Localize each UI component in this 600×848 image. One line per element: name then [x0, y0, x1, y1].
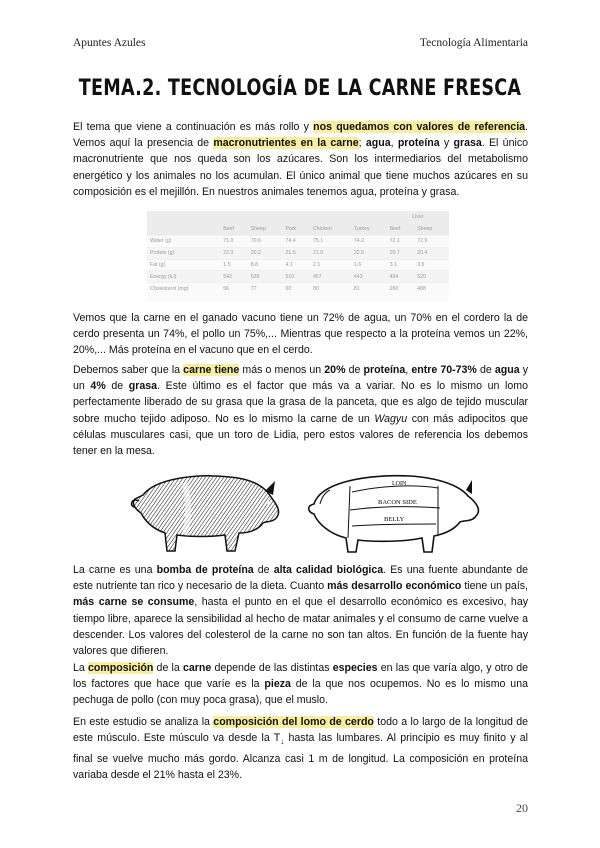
table-header-row: Beef Sheep Pork Chicken Turkey Beef Sheep — [147, 223, 449, 236]
table-row: Water (g) 71.0 70.6 74.4 75.1 74.2 72.1 72.9 — [147, 236, 449, 248]
cut-label-belly: BELLY — [384, 516, 405, 523]
pig-illustration — [125, 461, 285, 556]
paragraph-pork-loin-study: En este estudio se analiza la composición del lomo de cerdo todo a lo largo de la longitud de este músculo. Este músculo va desde la $T_↓$ hasta las lumbares. Al principio es muy finito y al final se vuelve mucho más gordo. Alcanza casi 1 m de longitud. La composición en proteína variaba desde el 21% hasta el 23%. — [73, 716, 528, 781]
paragraph-water-protein: Vemos que la carne en el ganado vacuno tiene un 72% de agua, un 70% en el cordero la de cerdo presenta un 74%, el pollo un 75%,... Mientras que respecto a la proteína vemos un 22%, 20%,... Más proteína en el vacuno que en el cerdo. — [73, 312, 528, 357]
pig-cuts-diagram — [300, 464, 485, 556]
composition-table-image — [147, 211, 449, 302]
paragraph-intro: El tema que viene a continuación es más rollo y nos quedamos con valores de referencia. Vemos aquí la presencia de macronutrientes en la carne; agua, proteína y grasa. El único macronutriente que nos queda son los azúcares. Son los intermediarios del metabolismo energético y los animales no los acumulan. El único animal que tiene muchos azúcares en su composición es el mejillón. En nuestros animales tenemos agua, proteína y grasa. — [73, 121, 529, 198]
table-row: Cholesterol (mg) 56 77 60 80 81 260 488 — [147, 283, 449, 294]
cut-label-loin: LOIN — [392, 481, 407, 487]
table-row: Fat (g) 1.5 8.8 4.1 2.1 1.6 3.1 3.9 — [147, 259, 449, 271]
paragraph-protein-bomb: La carne es una bomba de proteína de alta calidad biológica. Es una fuente abundante de este nutriente tan rico y necesario de la dieta. Cuanto más desarrollo económico tiene un país, más carne se consume, hasta el punto en el que el desarrollo económico es excesivo, hay tiempo libre, aparece la sensibilidad al hecho de matar animales y el consumo de carne vuelve a descender. Los valores del colesterol de la carne no son tan altos. En función de la fuente hay valores que difieren. — [73, 564, 529, 658]
header-left: Apuntes Azules — [73, 37, 146, 49]
table-row: Protein (g) 22.3 20.2 21.5 21.0 22.5 20.7 20.4 — [147, 247, 449, 259]
page-number: 20 — [516, 801, 528, 815]
table-group-header: Liver — [387, 211, 449, 223]
paragraph-composition: La composición de la carne depende de las distintas especies en las que varía algo, y otro de los factores que hace que varíe es la pieza de la que nos ocupemos. No es lo mismo una pechuga de pollo (con muy poca grasa), que el muslo. — [73, 662, 529, 707]
table-row: Energy (kJ) 542 639 510 457 443 494 520 — [147, 271, 449, 283]
cut-label-bacon-side: BACON SIDE — [378, 499, 417, 506]
page-title: TEMA.2. TECNOLOGÍA DE LA CARNE FRESCA — [78, 76, 522, 101]
paragraph-reference-values: Debemos saber que la carne tiene más o menos un 20% de proteína, entre 70-73% de agua y un 4% de grasa. Este último es el factor que más va a variar. No es lo mismo un lomo perfectamente liberado de su grasa que la grasa de la panceta, que es algo de tejido muscular sobre mucho tejido adiposo. No es lo mismo la carne de un Wagyu con más adipocitos que células musculares casi, que un toro de Lidia, pero estos valores de referencia los debemos tener en la mesa. — [73, 364, 529, 458]
header-right: Tecnología Alimentaria — [419, 37, 528, 49]
